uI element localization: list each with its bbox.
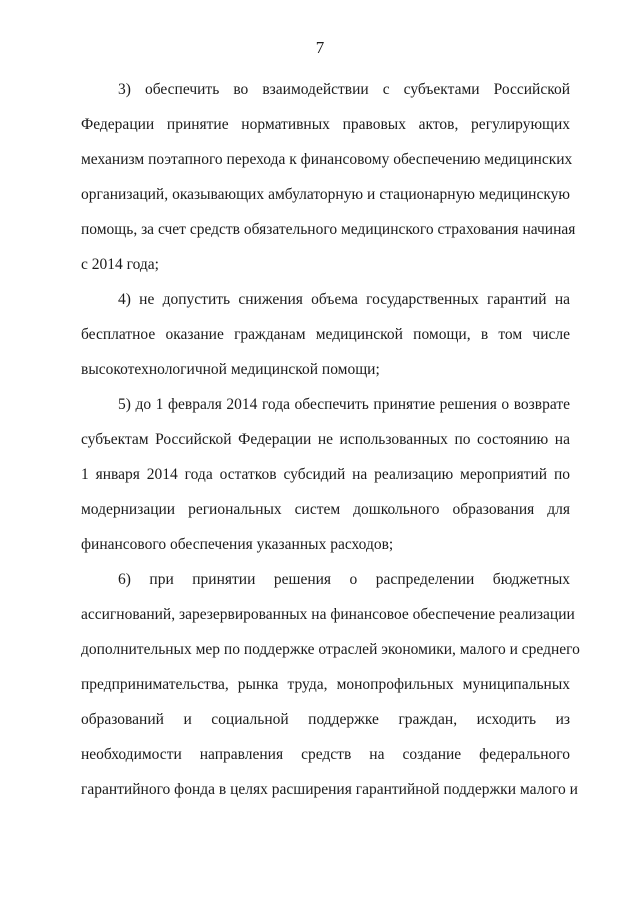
- paragraph-4-line-3: высокотехнологичной медицинской помощи;: [81, 361, 380, 378]
- paragraph-6-line-6: необходимости направления средств на создание федерального: [81, 746, 570, 763]
- paragraph-6-line-7: гарантийного фонда в целях расширения гарантийной поддержки малого и: [81, 781, 578, 798]
- paragraph-5-line-5: финансового обеспечения указанных расходов;: [81, 536, 394, 553]
- paragraph-4-line-1: 4) не допустить снижения объема государственных гарантий на: [118, 291, 570, 308]
- paragraph-5-line-3: 1 января 2014 года остатков субсидий на реализацию мероприятий по: [81, 466, 570, 483]
- paragraph-5-line-1: 5) до 1 февраля 2014 года обеспечить принятие решения о возврате: [118, 396, 570, 413]
- paragraph-3-line-1: 3) обеспечить во взаимодействии с субъектами Российской: [118, 81, 570, 98]
- paragraph-4-line-2: бесплатное оказание гражданам медицинской помощи, в том числе: [81, 326, 570, 343]
- paragraph-3-line-6: с 2014 года;: [81, 256, 159, 273]
- page-number: 7: [315, 38, 325, 57]
- paragraph-6-line-3: дополнительных мер по поддержке отраслей экономики, малого и среднего: [81, 641, 580, 658]
- paragraph-3-line-3: механизм поэтапного перехода к финансовому обеспечению медицинских: [81, 151, 573, 168]
- paragraph-3-line-5: помощь, за счет средств обязательного медицинского страхования начиная: [81, 221, 576, 238]
- paragraph-3-line-2: Федерации принятие нормативных правовых актов, регулирующих: [81, 116, 570, 133]
- paragraph-6-line-2: ассигнований, зарезервированных на финансовое обеспечение реализации: [81, 606, 575, 623]
- paragraph-6-line-1: 6) при принятии решения о распределении бюджетных: [118, 571, 570, 588]
- paragraph-6-line-4: предпринимательства, рынка труда, монопрофильных муниципальных: [81, 676, 570, 693]
- paragraph-5-line-4: модернизации региональных систем дошкольного образования для: [81, 501, 570, 518]
- paragraph-5-line-2: субъектам Российской Федерации не использованных по состоянию на: [81, 431, 570, 448]
- paragraph-3-line-4: организаций, оказывающих амбулаторную и стационарную медицинскую: [81, 186, 570, 203]
- paragraph-6-line-5: образований и социальной поддержке граждан, исходить из: [81, 711, 570, 728]
